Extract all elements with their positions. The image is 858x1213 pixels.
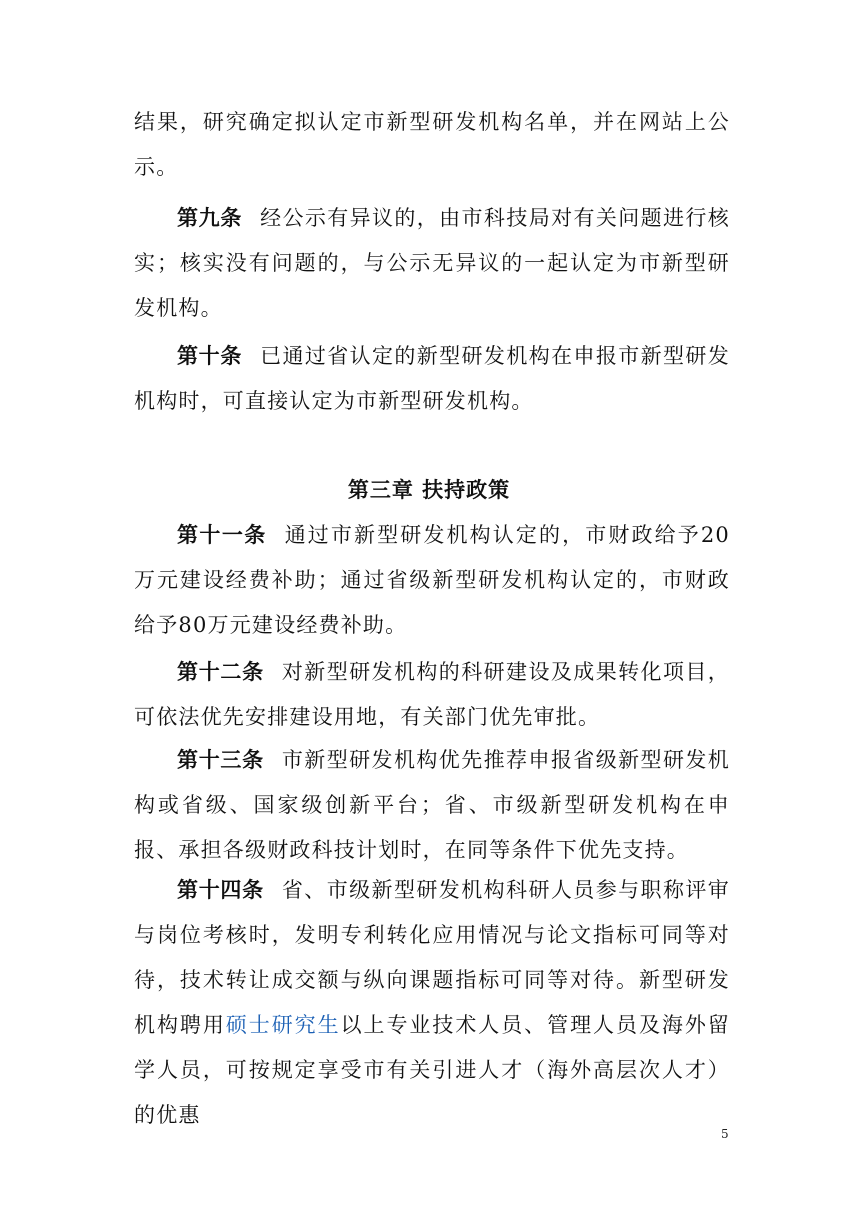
talent-link[interactable]: 硕士研究生 — [225, 1013, 341, 1037]
article-number: 第九条 — [177, 206, 243, 230]
article-9 — [134, 196, 730, 331]
article-text: 对新型研发机构的科研建设及成果转化项目，可依法优先安排建设用地，有关部门优先审批。 — [134, 660, 731, 729]
article-13 — [134, 738, 730, 873]
article-text: 省、市级新型研发机构科研人员参与职称评审与岗位考核时，发明专利转化应用情况与论文指标可同等对待，技术转让成交额与纵向课题指标可同等对待。新型研发机构聘用 — [134, 878, 731, 1037]
article-text: 已通过省认定的新型研发机构在申报市新型研发机构时，可直接认定为市新型研发机构。 — [134, 344, 730, 413]
article-11 — [134, 513, 730, 648]
chapter-title: 第三章 扶持政策 — [347, 478, 511, 502]
article-10 — [134, 334, 730, 424]
paragraph-text: 结果，研究确定拟认定市新型研发机构名单，并在网站上公示。 — [134, 110, 730, 179]
article-number: 第十二条 — [177, 660, 264, 684]
paragraph-continued — [134, 100, 730, 190]
article-text: 通过市新型研发机构认定的，市财政给予20万元建设经费补助；通过省级新型研发机构认定的，市财政给予80万元建设经费补助。 — [134, 523, 730, 637]
page-number: 5 — [721, 1127, 729, 1141]
article-number: 第十三条 — [177, 748, 264, 772]
article-text: 市新型研发机构优先推荐申报省级新型研发机构或省级、国家级创新平台；省、市级新型研发机构在申报、承担各级财政科技计划时，在同等条件下优先支持。 — [134, 748, 731, 862]
article-number: 第十条 — [177, 344, 243, 368]
article-14 — [134, 868, 730, 1138]
article-number: 第十一条 — [177, 523, 267, 547]
article-text-continued: 以上专业技术人员、管理人员及海外留学人员，可按规定享受市有关引进人才（海外高层次人才）的优惠 — [134, 1013, 730, 1127]
article-text: 经公示有异议的，由市科技局对有关问题进行核实；核实没有问题的，与公示无异议的一起认定为市新型研发机构。 — [134, 206, 730, 320]
article-12 — [134, 650, 730, 740]
article-number: 第十四条 — [177, 878, 264, 902]
